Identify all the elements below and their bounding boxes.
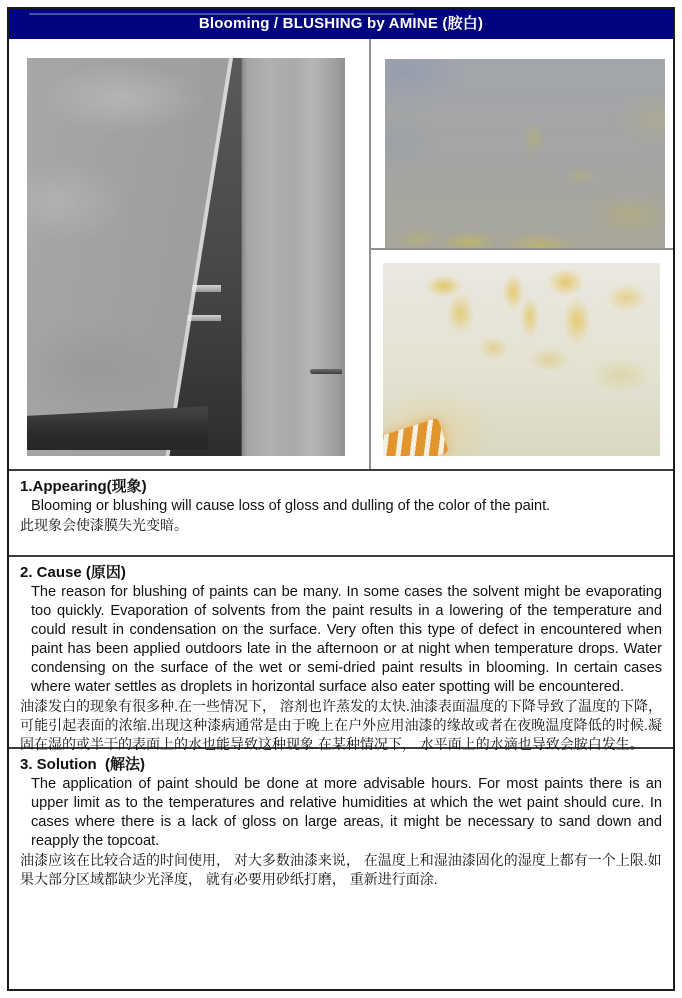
defect-sheet <box>7 7 675 991</box>
section-appearing-heading: 1.Appearing(现象) <box>20 478 147 495</box>
photo-blushing-surface <box>385 59 665 248</box>
section-solution-chinese: 油漆应该在比较合适的时间使用， 对大多数油漆来说， 在温度上和湿油漆固化的湿度上都有一个上限.如果大部分区域都缺少光泽度， 就有必要用砂纸打磨， 重新进行面涂. <box>20 852 662 887</box>
door-handle <box>310 369 342 374</box>
section-appearing <box>9 471 673 557</box>
photo-cell-left <box>9 39 371 469</box>
page-title: Blooming / BLUSHING by AMINE (胺白) <box>9 9 673 39</box>
photo-water-spotting <box>383 263 660 456</box>
section-cause-heading: 2. Cause (原因) <box>20 564 126 581</box>
section-solution-english: The application of paint should be done at more advisable hours. For most paints there is an upper limit as to the temperatures and relative humidities at which the wet paint should cure. In cases where there is a lack of gloss on large areas, it might be necessary to sand down and reapply the topcoat. <box>31 776 662 849</box>
photo-cell-bottom-right <box>371 250 673 469</box>
section-cause <box>9 557 673 752</box>
photo-column-right <box>371 39 673 469</box>
section-solution-heading: 3. Solution (解法) <box>20 756 145 773</box>
section-appearing-english: Blooming or blushing will cause loss of gloss and dulling of the color of the paint. <box>31 498 551 514</box>
door-frame-region <box>240 58 345 456</box>
photo-blooming-door <box>27 58 345 456</box>
section-cause-chinese: 油漆发白的现象有很多种.在一些情况下， 溶剂也许蒸发的太快.油漆表面温度的下降导致了温度的下降， 可能引起表面的浓缩.出现这种漆病通常是由于晚上在户外应用油漆的缘故或者在夜晚温度降低的时候.凝固在湿的或半干的表面上的水也能导致这种现象.在某种情况下， 水平面上的水滴也导致会胺白发生。 <box>20 698 662 752</box>
photo-cell-top-right <box>371 39 673 250</box>
photo-panel <box>9 39 673 471</box>
section-appearing-chinese: 此现象会使漆膜失光变暗。 <box>20 517 188 533</box>
section-cause-english: The reason for blushing of paints can be many. In some cases the solvent might be evaporating too quickly. Evaporation of solvents from the paint results in a lowering of the temperature and could result in condensation on the surface. Very often this type of defect in encountered when paint has been applied outdoors late in the afternoon or at night when temperature drops. Water condensing on the surface of the wet or semi-dried paint results in blooming. In certain cases where water settles as droplets in horizontal surface also eater spotting will be encountered. <box>31 584 662 695</box>
section-solution <box>9 749 673 989</box>
orange-tool-corner <box>383 418 449 456</box>
